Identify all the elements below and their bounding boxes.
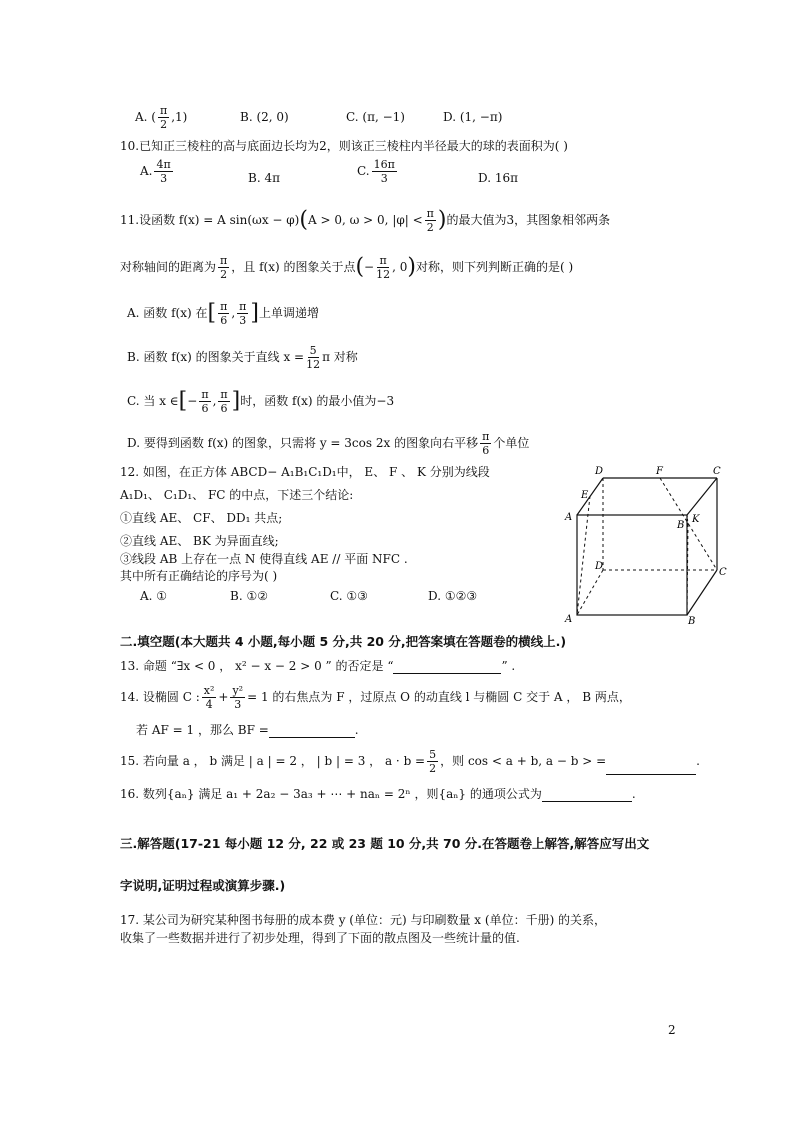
- q12-line2: A₁D₁、 C₁D₁、 FC 的中点，下述三个结论:: [120, 488, 354, 502]
- q12-line1: 12. 如图，在正方体 ABCD− A₁B₁C₁D₁中， E、 F 、 K 分别为线段: [120, 465, 490, 479]
- label-a1: A: [565, 512, 573, 523]
- section3-title-line1: 三.解答题(17-21 每小题 12 分, 22 或 23 题 10 分,共 70 分.在答题卷上解答,解答应写出文: [120, 836, 650, 851]
- q10-option-b: B. 4π: [248, 171, 280, 185]
- q17-line1: 17. 某公司为研究某种图书每册的成本费 y (单位：元) 与印刷数量 x (单位：千册) 的关系，: [120, 913, 607, 927]
- q9-option-d: D. (1, −π): [443, 110, 503, 124]
- q11-option-b: B. 函数 f(x) 的图象关于直线 x = $\frac{5}{12}$ π 对称: [127, 344, 358, 371]
- front-face: [577, 515, 687, 615]
- label-e: E: [581, 490, 589, 501]
- q11-option-a: A. 函数 f(x) 在[ $\frac{\pi}{6}$ , $\frac{\pi}{3}$ ]上单调递增: [127, 300, 319, 327]
- q15: 15. 若向量 a ， b 满足 | a | = 2 ， | b | = 3 ， a · b = $\frac{5}{2}$ ，则 cos < a + b, a − b > = .: [120, 748, 700, 775]
- q11-stem-line1: 11.设函数 f(x) = A sin(ωx − φ)(A > 0, ω > 0, |φ| < $\frac{\pi}{2}$ )的最大值为3，其图象相邻两条: [120, 207, 611, 234]
- q12-option-a: A. ①: [140, 589, 168, 603]
- q12-statement-1: ①直线 AE、 CF、 DD₁ 共点;: [120, 511, 283, 525]
- q10-option-c: C. $\frac{16\pi}{3}$: [357, 158, 395, 185]
- line-fc-hidden: [660, 478, 717, 570]
- q12-option-b: B. ①②: [230, 589, 268, 603]
- q14-line1: 14. 设椭圆 C : $\frac{\text{x²}}{4}$ + $\frac{\text{y²}}{3}$ = 1 的右焦点为 F ，过原点 O 的动直线 l 与椭圆 C 交于 A ， B 两点，: [120, 684, 631, 711]
- label-k: K: [692, 514, 700, 525]
- section3-title-line2: 字说明,证明过程或演算步骤.): [120, 878, 286, 893]
- section2-title: 二.填空题(本大题共 4 小题,每小题 5 分,共 20 分,把答案填在答题卷的横线上.): [120, 634, 567, 649]
- q12-statement-3: ③线段 AB 上存在一点 N 使得直线 AE // 平面 NFC .: [120, 552, 408, 566]
- q11-stem-line2: 对称轴间的距离为 $\frac{\pi}{2}$ ，且 f(x) 的图象关于点(− $\frac{\pi}{12}$ , 0)对称，则下列判断正确的是( ): [120, 254, 574, 281]
- q16: 16. 数列{aₙ} 满足 a₁ + 2a₂ − 3a₃ + ⋯ + naₙ = 2ⁿ ，则{aₙ} 的通项公式为 .: [120, 787, 636, 801]
- page-number: 2: [668, 1023, 676, 1037]
- edge-da-hidden: [577, 570, 603, 615]
- q14-line2: 若 AF = 1 ，那么 BF = .: [136, 723, 359, 737]
- label-a: A: [565, 614, 573, 625]
- q13: 13. 命题 “∃x < 0 ， x² − x − 2 > 0 ” 的否定是 “ ” .: [120, 659, 516, 673]
- label-d1: D: [595, 466, 604, 477]
- label-b1: B: [677, 520, 685, 531]
- q10-stem: 10.已知正三棱柱的高与底面边长均为2，则该正三棱柱内半径最大的球的表面积为( ): [120, 139, 568, 153]
- q11-option-c: C. 当 x ∈[− $\frac{\pi}{6}$ , $\frac{\pi}{6}$ ]时，函数 f(x) 的最小值为−3: [127, 388, 395, 415]
- q12-option-c: C. ①③: [330, 589, 368, 603]
- label-f: F: [656, 466, 663, 477]
- q12-option-d: D. ①②③: [428, 589, 478, 603]
- q9-option-b: B. (2, 0): [240, 110, 289, 124]
- q10-option-d: D. 16π: [478, 171, 518, 185]
- label-c1: C: [713, 466, 721, 477]
- q12-statement-2: ②直线 AE、 BK 为异面直线;: [120, 534, 279, 548]
- label-c: C: [719, 567, 727, 578]
- q12-question: 其中所有正确结论的序号为( ): [120, 569, 278, 583]
- q10-option-a: A. $\frac{4\pi}{3}$: [140, 158, 171, 185]
- edge-c1b1: [687, 478, 717, 515]
- edge-bc: [687, 570, 717, 615]
- label-d: D: [595, 561, 604, 572]
- q17-line2: 收集了一些数据并进行了初步处理，得到了下面的散点图及一些统计量的值.: [120, 931, 520, 945]
- label-b: B: [688, 616, 696, 627]
- line-ea-hidden: [577, 496, 590, 615]
- cube-figure: [555, 460, 725, 630]
- q11-option-d: D. 要得到函数 f(x) 的图象，只需将 y = 3cos 2x 的图象向右平移 $\frac{\pi}{6}$ 个单位: [127, 430, 530, 457]
- q9-option-a: A. ( $\frac{\pi}{2}$ ,1): [135, 104, 188, 131]
- q9-option-c: C. (π, −1): [346, 110, 405, 124]
